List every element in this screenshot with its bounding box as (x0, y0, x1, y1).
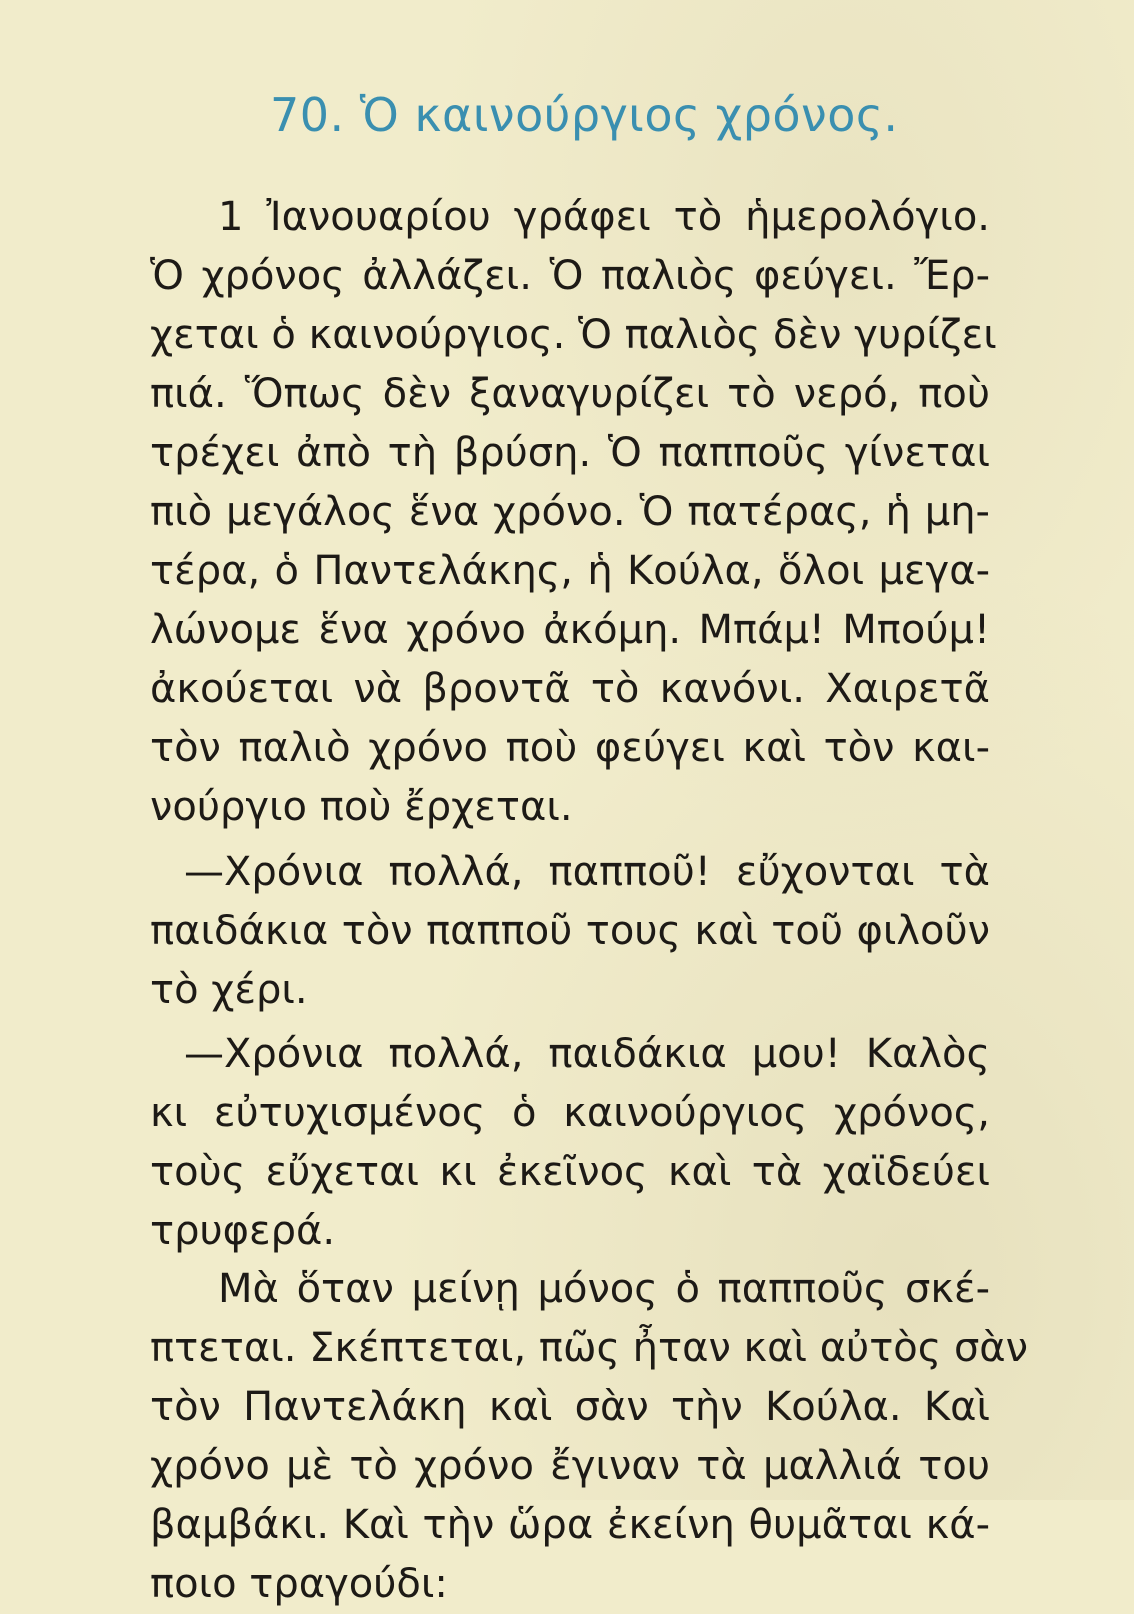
text-line: 1 Ἰανουαρίου γράφει τὸ ἡμερολόγιο. (218, 194, 990, 240)
text-line: ποιο τραγούδι: (150, 1561, 448, 1607)
text-line: βαμβάκι. Καὶ τὴν ὥρα ἐκείνη θυμᾶται κά- (150, 1502, 990, 1548)
paragraph-2 (150, 843, 990, 1020)
paragraph-3 (150, 1025, 990, 1261)
text-line: τρυφερά. (150, 1208, 336, 1254)
text-line: —Χρόνια πολλά, παπποῦ! εὔχονται τὰ (184, 849, 990, 895)
text-line: —Χρόνια πολλά, παιδάκια μου! Καλὸς (184, 1031, 990, 1077)
text-line: τὸ χέρι. (150, 967, 308, 1013)
text-line: πτεται. Σκέπτεται, πῶς ἦταν καὶ αὐτὸς σὰν (150, 1325, 1029, 1371)
text-line: χρόνο μὲ τὸ χρόνο ἔγιναν τὰ μαλλιά του (150, 1443, 990, 1489)
text-line: ἀκούεται νὰ βροντᾶ τὸ κανόνι. Χαιρετᾶ (150, 666, 990, 712)
text-line: πιά. Ὅπως δὲν ξαναγυρίζει τὸ νερό, ποὺ (150, 371, 990, 417)
text-line: τὸν παλιὸ χρόνο ποὺ φεύγει καὶ τὸν και- (150, 725, 990, 771)
text-line: τρέχει ἀπὸ τὴ βρύση. Ὁ παπποῦς γίνεται (150, 430, 990, 476)
text-line: τοὺς εὔχεται κι ἐκεῖνος καὶ τὰ χαϊδεύει (150, 1149, 990, 1195)
text-line: νούργιο ποὺ ἔρχεται. (150, 784, 573, 830)
chapter-title: 70. Ὁ καινούργιος χρόνος. (270, 88, 899, 142)
text-line: τὸν Παντελάκη καὶ σὰν τὴν Κούλα. Καὶ (150, 1384, 990, 1430)
text-line: Ὁ χρόνος ἀλλάζει. Ὁ παλιὸς φεύγει. Ἔρ- (150, 253, 990, 299)
text-line: παιδάκια τὸν παπποῦ τους καὶ τοῦ φιλοῦν (150, 908, 990, 954)
text-line: τέρα, ὁ Παντελάκης, ἡ Κούλα, ὅλοι μεγα- (150, 548, 990, 594)
text-line: πιὸ μεγάλος ἕνα χρόνο. Ὁ πατέρας, ἡ μη- (150, 489, 990, 535)
text-line: Μὰ ὅταν μείνῃ μόνος ὁ παπποῦς σκέ- (218, 1266, 990, 1312)
paragraph-1 (150, 188, 997, 837)
text-line: λώνομε ἕνα χρόνο ἀκόμη. Μπάμ! Μπούμ! (150, 607, 990, 653)
text-line: χεται ὁ καινούργιος. Ὁ παλιὸς δὲν γυρίζει (150, 312, 997, 358)
paragraph-4 (150, 1260, 1029, 1614)
text-line: κι εὐτυχισμένος ὁ καινούργιος χρόνος, (150, 1090, 990, 1136)
